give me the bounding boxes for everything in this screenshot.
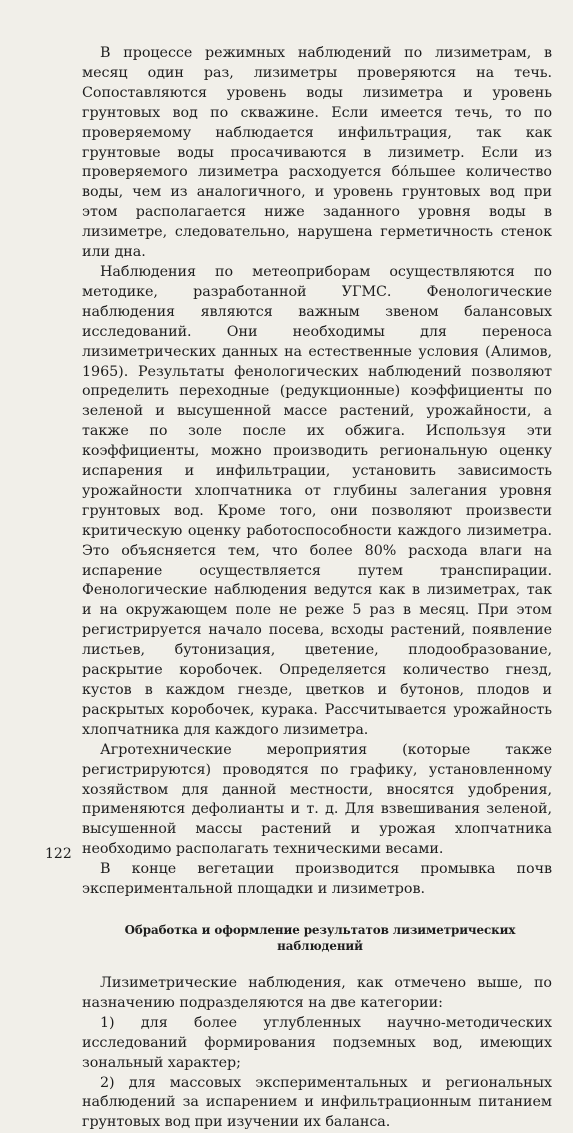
paragraph-phenological-observations: Наблюдения по метеоприборам осуществляются по методике, разработанной УГМС. Фенологические наблюдения являются важным звеном балансовых исследований. Они необходимы для переноса лизиметрических данных на естественные условия (Алимов, 1965). Результаты фенологических наблюдений позволяют определить переходные (редукционные) коэффициенты по зеленой и высушенной массе растений, урожайности, а также по золе после их обжига. Используя эти коэффициенты, можно производить региональную оценку испарения и инфильтрации, установить зависимость урожайности хлопчатника от глубины залегания уровня грунтовых вод. Кроме того, они позволяют произвести критическую оценку работоспособности каждого лизиметра. Это объясняется тем, что более 80% расхода влаги на испарение осуществляется путем транспирации. Фенологические наблюдения ведутся как в лизиметрах, так и на окружающем поле не реже 5 раз в месяц. При этом регистрируется начало посева, всходы растений, появление листьев, бутонизация, цветение, плодообразование, раскрытие коробочек. Определяется количество гнезд, кустов в каждом гнезде, цветков и бутонов, плодов и раскрытых коробочек, курака. Рассчитывается урожайность хлопчатника для каждого лизиметра. <box>82 263 552 741</box>
paragraph-categories-intro: Лизиметрические наблюдения, как отмечено выше, по назначению подразделяются на две категории: <box>82 974 552 1014</box>
paragraph-agrotechnical-measures: Агротехнические мероприятия (которые также регистрируются) проводятся по графику, установленному хозяйством для данной местности, вносятся удобрения, применяются дефолианты и т. д. Для взвешивания зеленой, высушенной массы растений и урожая хлопчатника необходимо располагать техническими весами. <box>82 741 552 860</box>
paragraph-lysimeter-leak-check: В процессе режимных наблюдений по лизиметрам, в месяц один раз, лизиметры проверяются на течь. Сопоставляются уровень воды лизиметра и уровень грунтовых вод по скважине. Если имеется течь, то по проверяемому наблюдается инфильтрация, так как грунтовые воды просачиваются в лизиметр. Если из проверяемого лизиметра расходуется бо́льшее количество воды, чем из аналогичного, и уровень грунтовых вод при этом располагается ниже заданного уровня воды в лизиметре, следовательно, нарушена герметичность стенок или дна. <box>82 44 552 263</box>
section-heading: Обработка и оформление результатов лизиметрических наблюдений <box>82 922 552 954</box>
list-item-category-2: 2) для массовых экспериментальных и региональных наблюдений за испарением и инфильтрационным питанием грунтовых вод при изучении их баланса. <box>82 1074 552 1133</box>
page-body <box>82 44 552 1133</box>
list-item-category-1: 1) для более углубленных научно-методических исследований формирования подземных вод, имеющих зональный характер; <box>82 1014 552 1074</box>
page-number: 122 <box>45 846 72 862</box>
paragraph-end-of-vegetation: В конце вегетации производится промывка почв экспериментальной площадки и лизиметров. <box>82 860 552 900</box>
